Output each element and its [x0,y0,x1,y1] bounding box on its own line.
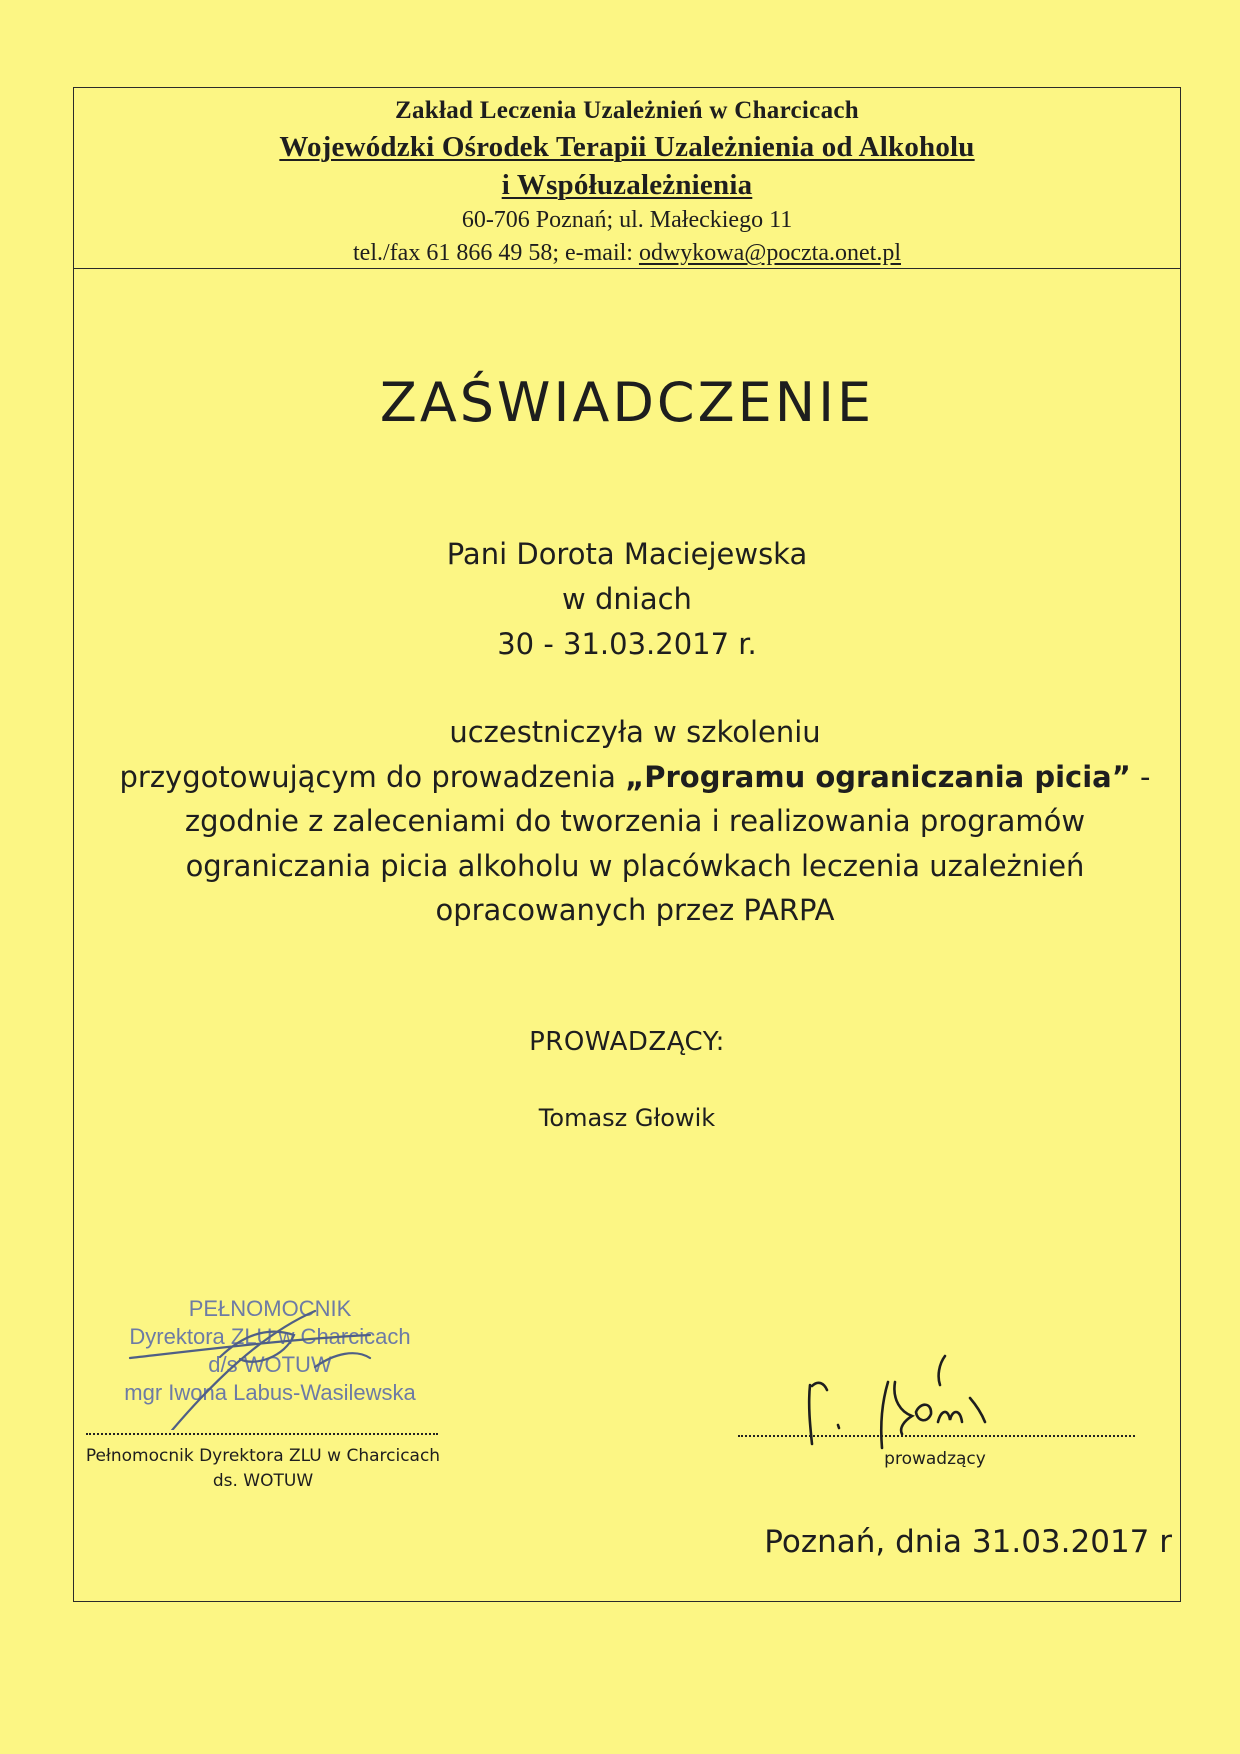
stamp-line-1: PEŁNOMOCNIK [188,1296,352,1321]
center-name: Wojewódzki Ośrodek Terapii Uzależnienia od Alkoholu [279,131,975,163]
official-stamp [110,1295,430,1430]
training-dates: 30 - 31.03.2017 r. [497,627,757,661]
left-signature-caption [78,1444,448,1494]
recipient-block [73,532,1181,667]
left-caption-line-1: Pełnomocnik Dyrektora ZLU w Charcicach [85,1446,441,1466]
stamp-line-2: Dyrektora ZLU w Charcicach [129,1324,411,1349]
institution-address: 60-706 Poznań; ul. Małeckiego 11 [461,207,793,233]
center-name-continued: i Współuzależnienia [501,169,753,201]
date-intro: w dniach [562,582,692,616]
body-line-4: ograniczania picia alkoholu w placówkach leczenia uzależnień [185,848,1085,883]
body-line-3: zgodnie z zaleceniami do tworzenia i realizowania programów [184,804,1086,838]
institution-header [74,88,1180,269]
certificate-body [90,710,1180,933]
document-title: ZAŚWIADCZENIE [379,371,875,434]
instructor-label: PROWADZĄCY: [529,1027,725,1057]
stamp-line-4: mgr Iwona Labus-Wasilewska [124,1380,416,1405]
institution-contact [74,237,1180,270]
stamp-line-3: d/s WOTUW [208,1352,332,1377]
body-line-2-prefix: przygotowującym do prowadzenia [119,759,626,794]
right-signature-line [738,1435,1135,1437]
contact-phone: tel./fax 61 866 49 58; e-mail: [353,240,639,266]
left-signature-line [86,1433,438,1435]
left-handwritten-signature [110,1295,430,1430]
instructor-name: Tomasz Głowik [538,1104,716,1132]
email-link[interactable]: odwykowa@poczta.onet.pl [638,240,901,266]
place-and-date: Poznań, dnia 31.03.2017 r [764,1524,1172,1560]
program-name: „Programu ograniczania picia” [625,759,1131,794]
recipient-name: Pani Dorota Maciejewska [446,537,808,571]
left-caption-line-2: ds. WOTUW [212,1471,314,1491]
body-line-5: opracowanych przez PARPA [435,893,835,927]
body-line-1: uczestniczyła w szkoleniu [449,715,821,749]
right-signature-caption: prowadzący [884,1449,986,1469]
body-line-2 [90,755,1180,800]
institution-name: Zakład Leczenia Uzależnień w Charcicach [395,97,859,124]
body-line-2-suffix: - [1130,759,1151,794]
